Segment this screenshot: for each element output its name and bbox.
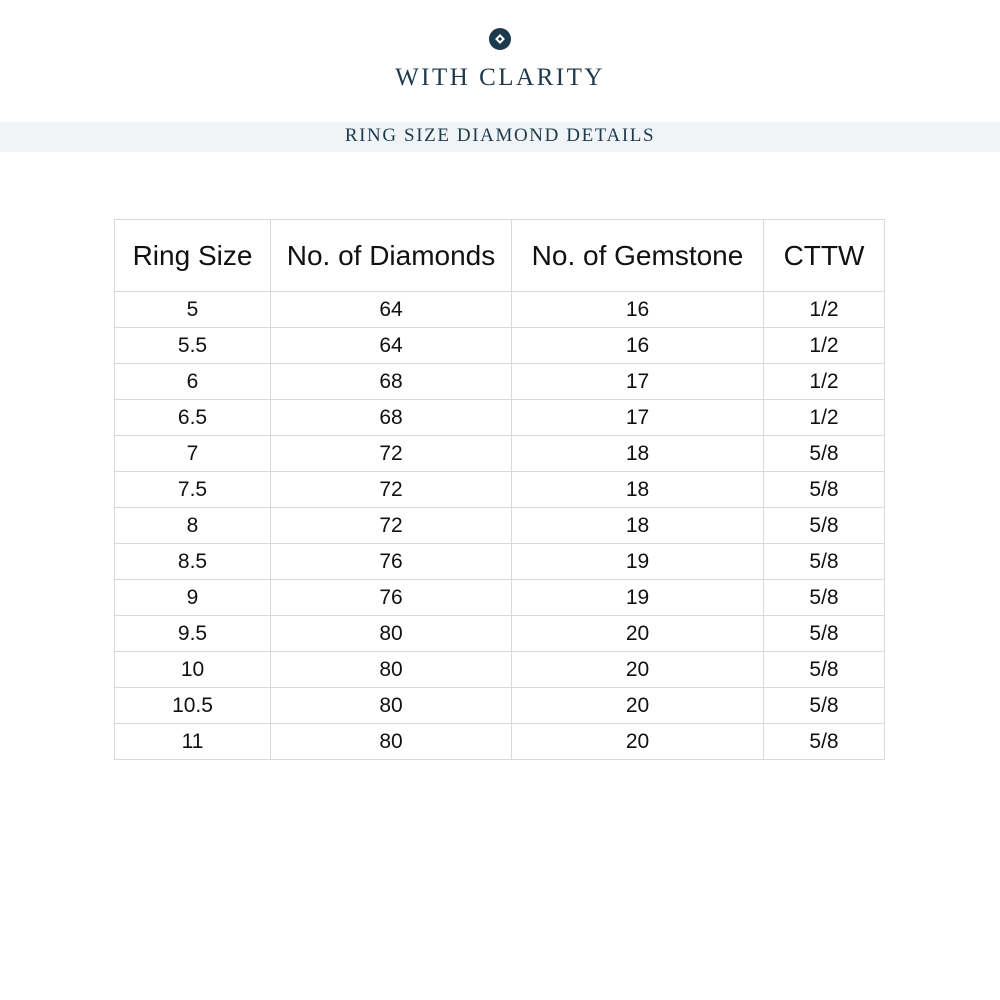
cell-gemstone: 20	[512, 724, 764, 760]
cell-gemstone: 18	[512, 508, 764, 544]
cell-gemstone: 19	[512, 544, 764, 580]
table-row	[115, 544, 885, 580]
cell-gemstone: 19	[512, 580, 764, 616]
cell-ring-size: 5	[115, 292, 271, 328]
table-header-row	[115, 220, 885, 292]
cell-ring-size: 9	[115, 580, 271, 616]
header-cttw: CTTW	[764, 220, 885, 292]
cell-cttw: 5/8	[764, 616, 885, 652]
cell-cttw: 5/8	[764, 724, 885, 760]
cell-gemstone: 16	[512, 292, 764, 328]
table-row	[115, 400, 885, 436]
table-row	[115, 688, 885, 724]
cell-ring-size: 8.5	[115, 544, 271, 580]
cell-cttw: 1/2	[764, 328, 885, 364]
header-no-of-diamonds: No. of Diamonds	[271, 220, 512, 292]
cell-gemstone: 18	[512, 436, 764, 472]
cell-diamonds: 80	[271, 616, 512, 652]
cell-ring-size: 10.5	[115, 688, 271, 724]
cell-cttw: 5/8	[764, 436, 885, 472]
table-row	[115, 472, 885, 508]
section-title: RING SIZE DIAMOND DETAILS	[344, 125, 656, 146]
cell-cttw: 5/8	[764, 544, 885, 580]
table-row	[115, 292, 885, 328]
header-ring-size: Ring Size	[115, 220, 271, 292]
cell-cttw: 5/8	[764, 508, 885, 544]
cell-diamonds: 76	[271, 580, 512, 616]
cell-cttw: 1/2	[764, 364, 885, 400]
cell-ring-size: 7.5	[115, 472, 271, 508]
table-row	[115, 724, 885, 760]
cell-diamonds: 80	[271, 688, 512, 724]
cell-cttw: 1/2	[764, 400, 885, 436]
header-no-of-gemstone: No. of Gemstone	[512, 220, 764, 292]
cell-gemstone: 17	[512, 400, 764, 436]
table-row	[115, 616, 885, 652]
table-row	[115, 580, 885, 616]
cell-gemstone: 20	[512, 616, 764, 652]
cell-diamonds: 80	[271, 724, 512, 760]
cell-cttw: 5/8	[764, 472, 885, 508]
cell-gemstone: 16	[512, 328, 764, 364]
cell-ring-size: 10	[115, 652, 271, 688]
diamond-dot-icon	[489, 28, 511, 50]
cell-diamonds: 68	[271, 400, 512, 436]
cell-ring-size: 6.5	[115, 400, 271, 436]
cell-diamonds: 72	[271, 472, 512, 508]
cell-gemstone: 18	[512, 472, 764, 508]
cell-cttw: 5/8	[764, 688, 885, 724]
section-banner	[0, 122, 1000, 152]
table-row	[115, 328, 885, 364]
cell-ring-size: 9.5	[115, 616, 271, 652]
brand-name: WITH CLARITY	[395, 64, 605, 91]
table-row	[115, 364, 885, 400]
cell-diamonds: 64	[271, 292, 512, 328]
table-row	[115, 652, 885, 688]
cell-diamonds: 72	[271, 508, 512, 544]
cell-ring-size: 5.5	[115, 328, 271, 364]
cell-cttw: 5/8	[764, 652, 885, 688]
cell-cttw: 1/2	[764, 292, 885, 328]
brand-logo-icon	[489, 28, 511, 50]
cell-gemstone: 20	[512, 652, 764, 688]
cell-diamonds: 80	[271, 652, 512, 688]
cell-ring-size: 11	[115, 724, 271, 760]
cell-cttw: 5/8	[764, 580, 885, 616]
cell-diamonds: 64	[271, 328, 512, 364]
cell-ring-size: 7	[115, 436, 271, 472]
cell-gemstone: 17	[512, 364, 764, 400]
cell-diamonds: 72	[271, 436, 512, 472]
ring-size-table	[114, 219, 885, 760]
table-row	[115, 508, 885, 544]
cell-ring-size: 8	[115, 508, 271, 544]
cell-gemstone: 20	[512, 688, 764, 724]
cell-diamonds: 68	[271, 364, 512, 400]
cell-ring-size: 6	[115, 364, 271, 400]
cell-diamonds: 76	[271, 544, 512, 580]
table-row	[115, 436, 885, 472]
